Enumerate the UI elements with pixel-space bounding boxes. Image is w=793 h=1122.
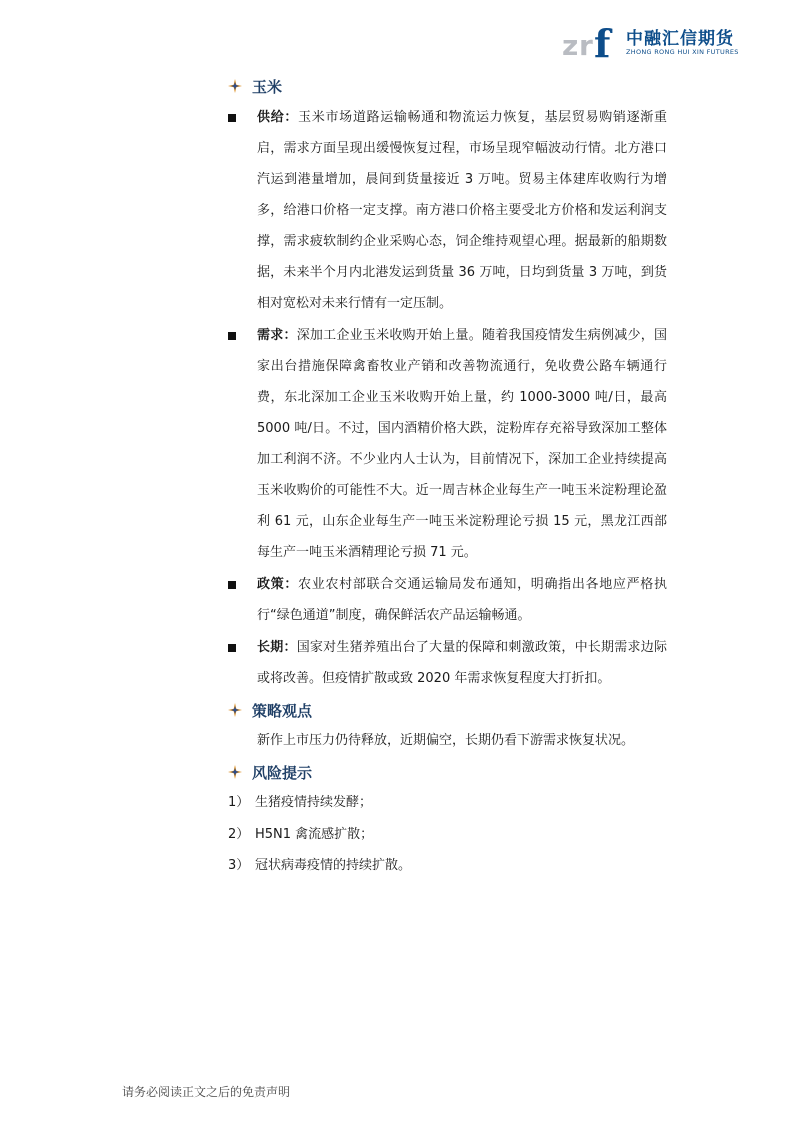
section-heading-risk: 风险提示 [228, 762, 312, 783]
bullet-label: 需求 [257, 328, 284, 343]
compass-star-icon [228, 79, 242, 93]
svg-text:r: r [579, 29, 593, 62]
logo-english-name: ZHONG RONG HUI XIN FUTURES [626, 48, 739, 56]
bullet-label: 供给 [257, 110, 285, 125]
bullet-label: 长期 [257, 640, 284, 655]
bullet-text: 长期：国家对生猪养殖出台了大量的保障和刺激政策，中长期需求边际或将改善。但疫情扩散或致 2020 年需求恢复程度大打折扣。 [257, 640, 667, 686]
bullet-square-icon [228, 644, 236, 652]
bullet-square-icon [228, 332, 236, 340]
logo-chinese-name: 中融汇信期货 [626, 29, 734, 49]
risk-item: 1） 生猪疫情持续发酵； [228, 795, 373, 810]
bullet-text: 政策：农业农村部联合交通运输局发布通知，明确指出各地应严格执行“绿色通道”制度，确保鲜活农产品运输畅通。 [257, 577, 667, 623]
compass-star-icon [228, 703, 242, 717]
bullet-text: 需求：深加工企业玉米收购开始上量。随着我国疫情发生病例减少，国家出台措施保障禽畜牧业产销和改善物流通行，免收费公路车辆通行费，东北深加工企业玉米收购开始上量，约 1000-3000 吨/日，最高 5000 吨/日。不过，国内酒精价格大跌，淀粉库存充裕导致深加工整体加工利润不济。不少业内人士认为，目前情况下，深加工企业持续提高玉米收购价的可能性不大。近一周吉林企业每生产一吨玉米淀粉理论盈利 61 元，山东企业每生产一吨玉米淀粉理论亏损 15 元，黑龙江西部每生产一吨玉米酒精理论亏损 71 元。 [257, 328, 667, 560]
disclaimer-footer: 请务必阅读正文之后的免责声明 [122, 1085, 291, 1099]
zrf-logo-mark-icon [560, 22, 620, 62]
bullet-square-icon [228, 581, 236, 589]
strategy-text: 新作上市压力仍待释放，近期偏空，长期仍看下游需求恢复状况。 [257, 733, 635, 748]
svg-text:z: z [562, 29, 579, 62]
svg-text:f: f [594, 22, 611, 62]
company-logo [560, 18, 750, 64]
section-heading-strategy: 策略观点 [228, 700, 312, 721]
risk-item: 2） H5N1 禽流感扩散； [228, 827, 374, 842]
bullet-label: 政策 [257, 577, 285, 592]
bullet-text: 供给：玉米市场道路运输畅通和物流运力恢复，基层贸易购销逐渐重启，需求方面呈现出缓慢恢复过程，市场呈现窄幅波动行情。北方港口汽运到港量增加，晨间到货量接近 3 万吨。贸易主体建库收购行为增多，给港口价格一定支撑。南方港口价格主要受北方价格和发运利润支撑，需求疲软制约企业采购心态，饲企维持观望心理。据最新的船期数据，未来半个月内北港发运到货量 36 万吨，日均到货量 3 万吨，到货相对宽松对未来行情有一定压制。 [257, 110, 667, 311]
section-heading-corn: 玉米 [228, 76, 282, 97]
risk-item: 3） 冠状病毒疫情的持续扩散。 [228, 858, 412, 873]
bullet-square-icon [228, 114, 236, 122]
compass-star-icon [228, 765, 242, 779]
